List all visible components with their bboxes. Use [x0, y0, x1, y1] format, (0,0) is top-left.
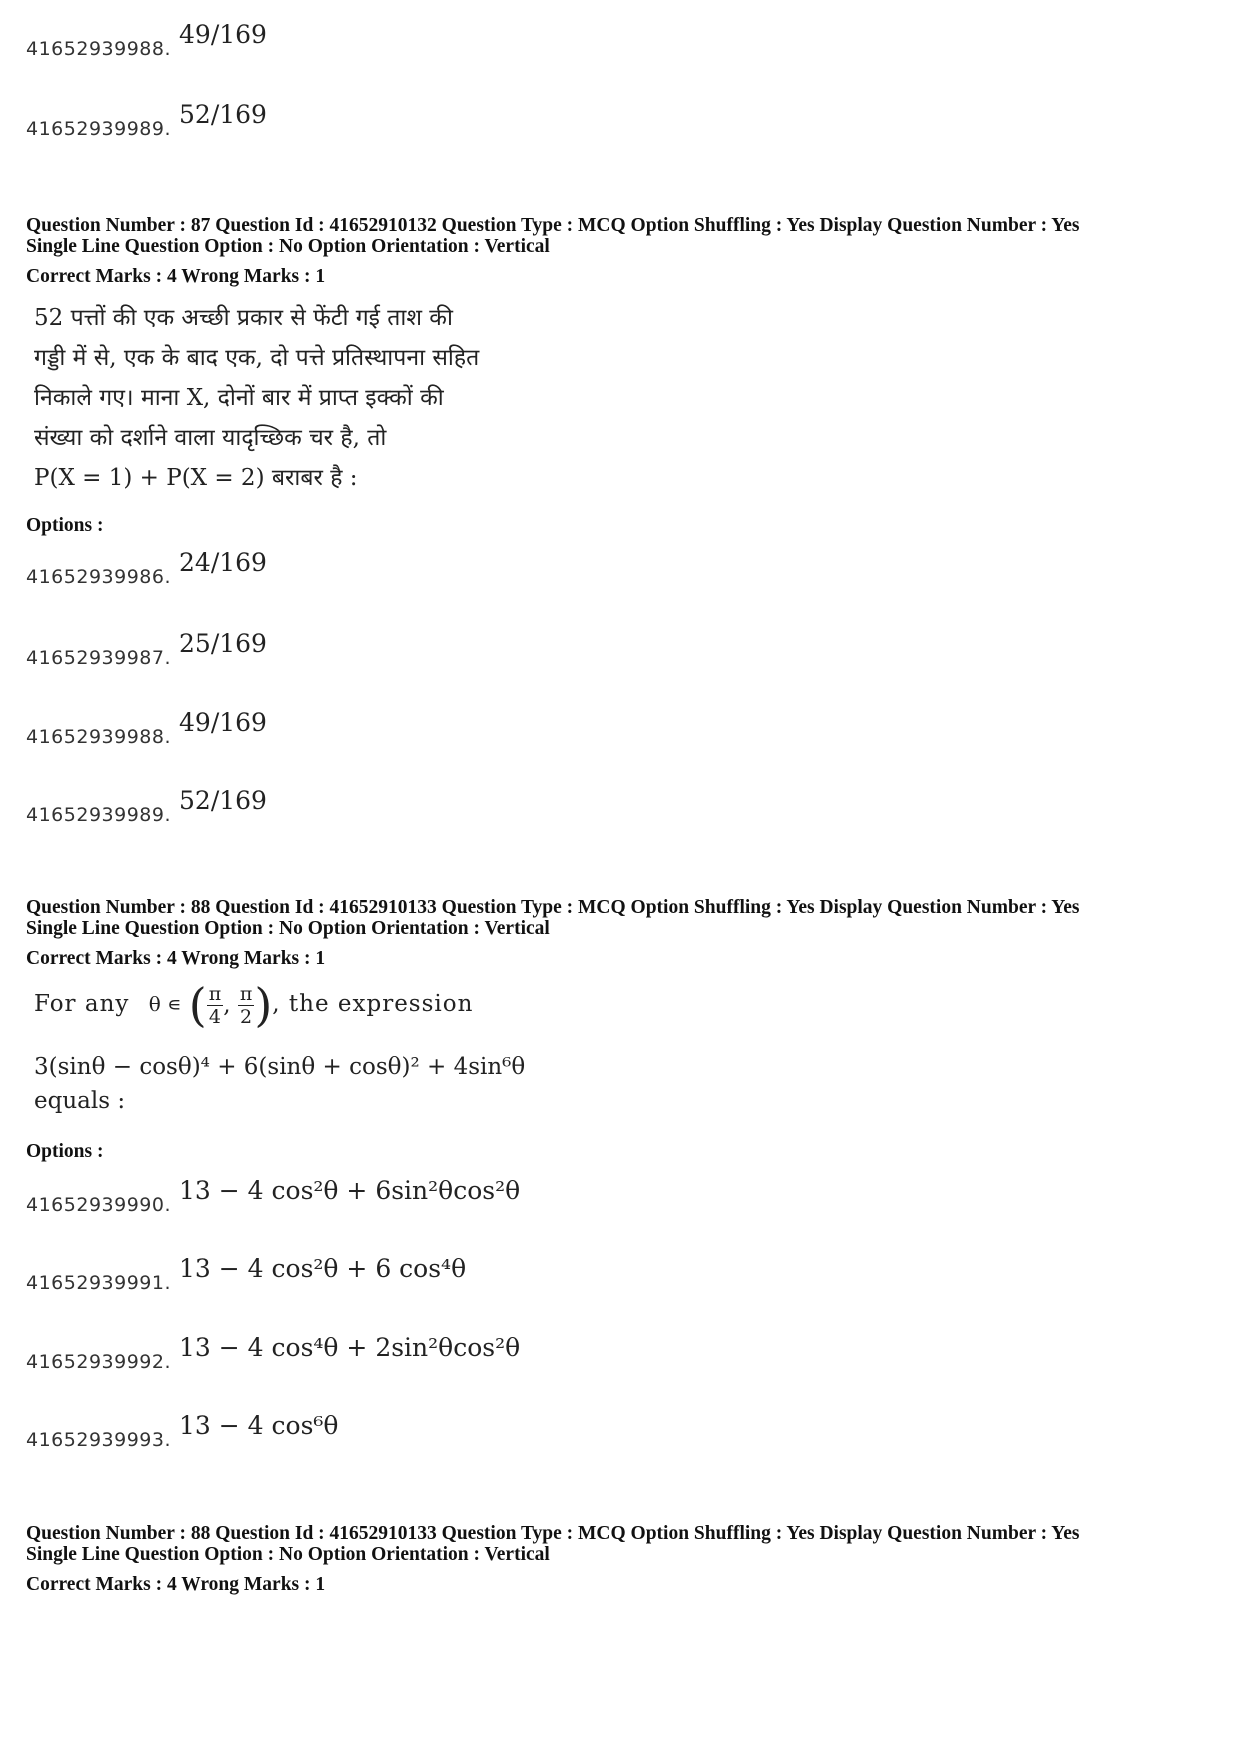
question-text-line: संख्या को दर्शाने वाला यादृच्छिक चर है, तो — [34, 425, 387, 451]
option-id: 41652939989. — [26, 118, 172, 140]
option-id: 41652939991. — [26, 1272, 172, 1294]
question-88-marks: Correct Marks : 4 Wrong Marks : 1 — [26, 948, 326, 969]
question-88-header — [26, 897, 1079, 939]
option-value: 13 − 4 cos²θ + 6sin²θcos²θ — [179, 1176, 521, 1205]
option-value: 24/169 — [179, 548, 267, 577]
option-id: 41652939990. — [26, 1194, 172, 1216]
option-id: 41652939993. — [26, 1429, 172, 1451]
option-row — [26, 786, 267, 827]
option-row — [26, 1411, 339, 1452]
question-meta-line: Question Number : 87 Question Id : 41652910132 Question Type : MCQ Option Shuffling : Yes Display Question Number : Yes — [26, 215, 1080, 236]
question-meta-line: Question Number : 88 Question Id : 41652910133 Question Type : MCQ Option Shuffling : Yes Display Question Number : Yes — [26, 1523, 1080, 1544]
option-value: 52/169 — [179, 100, 267, 129]
option-value: 49/169 — [179, 20, 267, 49]
option-id: 41652939992. — [26, 1351, 172, 1373]
question-88-repeat-marks: Correct Marks : 4 Wrong Marks : 1 — [26, 1574, 326, 1595]
question-87-text — [34, 298, 479, 498]
question-88-equals: equals : — [34, 1088, 126, 1114]
option-row — [26, 629, 267, 670]
question-meta-line: Single Line Question Option : No Option Orientation : Vertical — [26, 236, 550, 257]
theta-in-symbol: θ ∊ — [148, 992, 182, 1016]
question-meta-line: Question Number : 88 Question Id : 41652910133 Question Type : MCQ Option Shuffling : Yes Display Question Number : Yes — [26, 897, 1080, 918]
the-expression-text: , the expression — [272, 991, 474, 1017]
option-value: 13 − 4 cos²θ + 6 cos⁴θ — [179, 1254, 467, 1283]
option-id: 41652939987. — [26, 647, 172, 669]
question-88-expression: 3(sinθ − cosθ)⁴ + 6(sinθ + cosθ)² + 4sin⁶θ — [34, 1054, 526, 1080]
question-text-line: निकाले गए। माना X, दोनों बार में प्राप्त इक्कों की — [34, 385, 444, 411]
question-text-line: P(X = 1) + P(X = 2) बराबर है : — [34, 465, 358, 491]
question-87-marks: Correct Marks : 4 Wrong Marks : 1 — [26, 266, 326, 287]
question-87-header — [26, 215, 1079, 257]
option-value: 13 − 4 cos⁶θ — [179, 1411, 339, 1440]
close-paren-icon: ) — [254, 978, 273, 1032]
question-meta-line: Single Line Question Option : No Option Orientation : Vertical — [26, 918, 550, 939]
option-row — [26, 548, 267, 589]
question-88-intro: For any θ ∊ ( $\frac{\pi}{4}$ , $\frac{\pi}{2}$ ), the expression — [34, 978, 474, 1032]
question-text-line: 52 पत्तों की एक अच्छी प्रकार से फेंटी गई ताश की — [34, 305, 453, 331]
question-text-line: गड्डी में से, एक के बाद एक, दो पत्ते प्रतिस्थापना सहित — [34, 345, 480, 371]
fraction-pi-over-2: $\frac{\pi}{2}$ — [239, 982, 253, 1028]
options-label: Options : — [26, 515, 104, 536]
option-value: 52/169 — [179, 786, 267, 815]
option-row — [26, 1176, 521, 1217]
option-row — [26, 1254, 467, 1295]
option-id: 41652939986. — [26, 566, 172, 588]
option-id: 41652939989. — [26, 804, 172, 826]
option-value: 49/169 — [179, 708, 267, 737]
option-row — [26, 100, 267, 141]
question-88-repeat-header — [26, 1523, 1079, 1565]
question-meta-line: Single Line Question Option : No Option Orientation : Vertical — [26, 1544, 550, 1565]
option-row — [26, 20, 267, 61]
options-label: Options : — [26, 1141, 104, 1162]
for-any-text: For any — [34, 991, 130, 1017]
option-value: 13 − 4 cos⁴θ + 2sin²θcos²θ — [179, 1333, 521, 1362]
option-id: 41652939988. — [26, 38, 172, 60]
fraction-pi-over-4: $\frac{\pi}{4}$ — [208, 982, 222, 1028]
option-row — [26, 1333, 521, 1374]
option-row — [26, 708, 267, 749]
option-value: 25/169 — [179, 629, 267, 658]
option-id: 41652939988. — [26, 726, 172, 748]
open-paren-icon: ( — [188, 978, 207, 1032]
